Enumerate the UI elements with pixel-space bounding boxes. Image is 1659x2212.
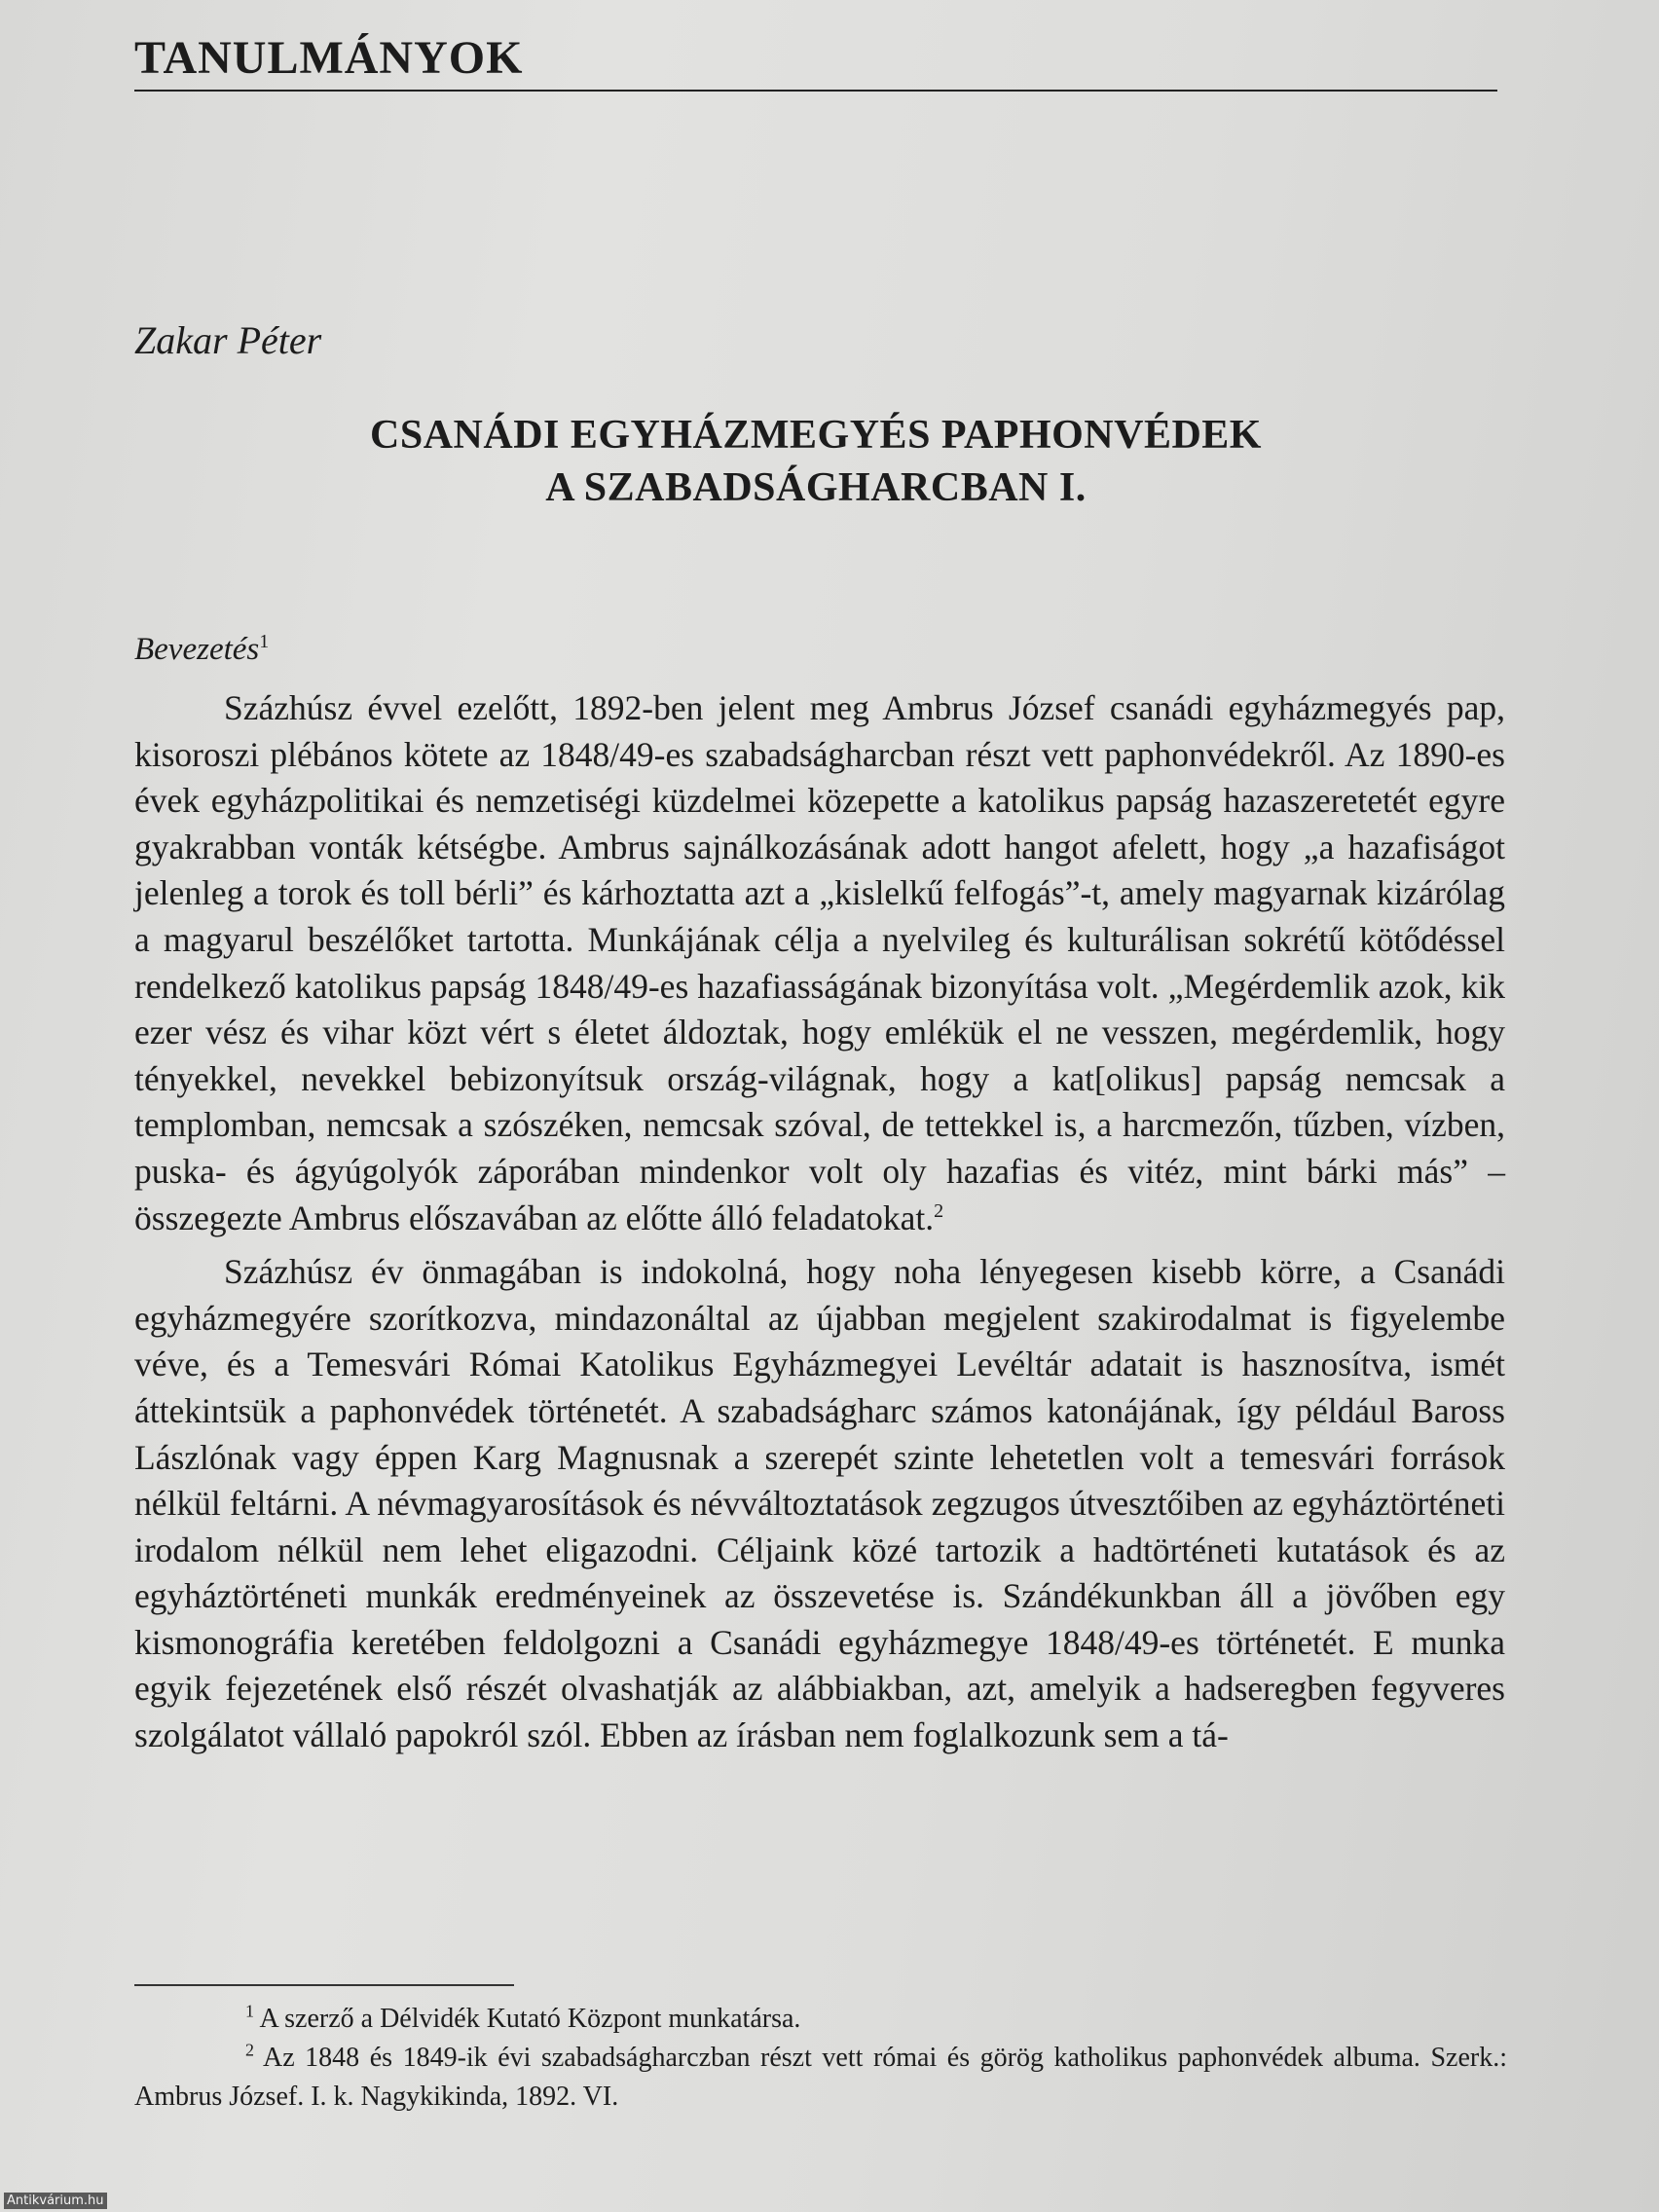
article-body	[134, 685, 1505, 1759]
section-header: TANULMÁNYOK	[134, 32, 524, 84]
paragraph-1-text: Százhúsz évvel ezelőtt, 1892-ben jelent meg Ambrus József csanádi egyházmegyés pap, kisoroszi plébános kötete az 1848/49-es szabadságharcban részt vett paphonvédekről. Az 1890-es évek egyházpolitikai és nemzetiségi küzdelmei közepette a katolikus papság hazaszeretetét egyre gyakrabban vonták kétségbe. Ambrus sajnálkozásának adott hangot afelett, hogy „a hazafiságot jelenleg a torok és toll bérli” és kárhoztatta azt a „kislelkű felfogás”-t, amely magyarnak kizárólag a magyarul beszélőket tartotta. Munkájának célja a nyelvileg és kulturálisan sokrétű kötődéssel rendelkező katolikus papság 1848/49-es hazafiasságának bizonyítása volt. „Megérdemlik azok, kik ezer vész és vihar közt vért s életet áldoztak, hogy emlékük el ne vesszen, megérdemlik, hogy tényekkel, nevekkel bebizonyítsuk ország-világnak, hogy a kat[olikus] papság nemcsak a templomban, nemcsak a szószéken, nemcsak szóval, de tettekkel is, a harcmezőn, tűzben, vízben, puska- és ágyúgolyók záporában mindenkor volt oly hazafias és vitéz, mint bárki más” – összegezte Ambrus előszavában az előtte álló feladatokat.	[134, 688, 1505, 1237]
footnote-mark-1: 1	[245, 2001, 254, 2021]
footnote-2	[134, 2039, 1507, 2117]
author-name: Zakar Péter	[134, 318, 322, 362]
paragraph-1	[134, 685, 1505, 1241]
title-line-1: CSANÁDI EGYHÁZMEGYÉS PAPHONVÉDEK	[370, 413, 1262, 458]
watermark: Antikvárium.hu	[4, 2193, 107, 2209]
paragraph-2: Százhúsz év önmagában is indokolná, hogy noha lényegesen kisebb körre, a Csanádi egyházmegyére szorítkozva, mindazonáltal az újabban megjelent szakirodalmat is figyelembe véve, és a Temesvári Római Katolikus Egyházmegyei Levéltár adatait is hasznosítva, ismét áttekintsük a paphonvédek történetét. A szabadságharc számos katonájának, így például Baross Lászlónak vagy éppen Karg Magnusnak a szerepét szinte lehetetlen volt a temesvári források nélkül feltárni. A névmagyarosítások és névváltoztatások zegzugos útvesztőiben az egyháztörténeti irodalom nélkül nem lehet eligazodni. Céljaink közé tartozik a hadtörténeti kutatások és az egyháztörténeti munkák eredményeinek az összevetése is. Szándékunkban áll a jövőben egy kismonográfia keretében feldolgozni a Csanádi egyházmegye 1848/49-es történetét. E munka egyik fejezetének első részét olvashatják az alábbiakban, azt, amelyik a hadseregben fegyveres szolgálatot vállaló papokról szól. Ebben az írásban nem foglalkozunk sem a tá-	[134, 1252, 1505, 1755]
footnote-text-1: A szerző a Délvidék Kutató Központ munkatársa.	[259, 2004, 801, 2034]
footnotes	[134, 2000, 1507, 2117]
footnote-text-2: Az 1848 és 1849-ik évi szabadságharczban részt vett római és görög katholikus paphonvédek albuma. Szerk.: Ambrus József. I. k. Nagykikinda, 1892. VI.	[134, 2043, 1507, 2112]
title-line-2: A SZABADSÁGHARCBAN I.	[545, 465, 1087, 510]
footnote-ref-2: 2	[934, 1199, 944, 1222]
footnote-ref-1: 1	[259, 631, 270, 652]
intro-heading-text: Bevezetés	[134, 632, 260, 667]
footnote-mark-2: 2	[245, 2040, 254, 2060]
footnote-rule	[134, 1984, 514, 1986]
footnote-1	[134, 2000, 1507, 2039]
intro-heading	[134, 631, 269, 668]
header-rule	[134, 90, 1497, 92]
article-title	[134, 409, 1497, 514]
